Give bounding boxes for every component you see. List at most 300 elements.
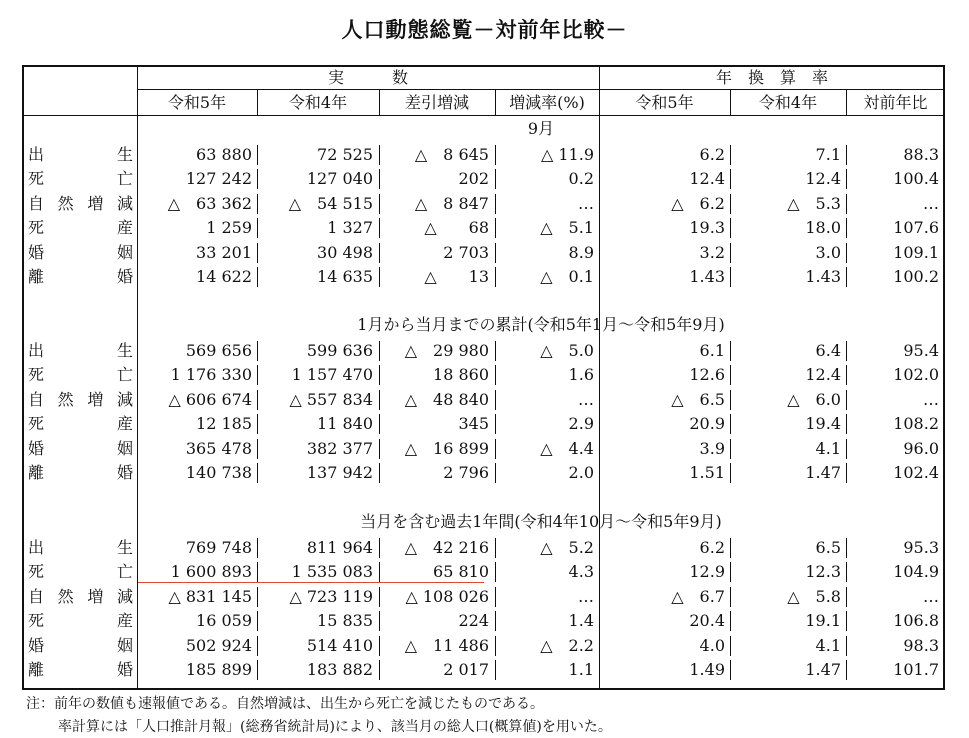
table-cell: 1.6	[568, 365, 594, 385]
cell-divider	[730, 341, 731, 361]
cell-divider	[257, 636, 258, 656]
table-cell: 14 635	[317, 267, 373, 286]
table-cell: △ 4.4	[540, 438, 594, 458]
table-row	[24, 437, 947, 461]
cell-divider	[495, 439, 496, 459]
header-group-actual: 実 数	[327, 68, 408, 87]
row-label	[24, 412, 137, 436]
cell-divider	[257, 341, 258, 361]
cell-divider	[379, 194, 380, 214]
row-label-char: 亡	[116, 365, 133, 385]
cell-divider	[379, 587, 380, 607]
cell-divider	[730, 636, 731, 656]
table-cell: 3.0	[815, 242, 841, 262]
cell-divider	[257, 538, 258, 558]
row-label-char: 離	[28, 463, 45, 482]
cell-divider	[257, 611, 258, 631]
row-label-char: 自	[28, 193, 45, 213]
table-cell: 1.1	[568, 660, 594, 679]
table-cell: 1.43	[689, 267, 725, 286]
table-cell: △ 48 840	[404, 389, 489, 409]
page-title: 人口動態総覧－対前年比較－	[341, 18, 628, 42]
cell-divider	[846, 365, 847, 385]
cell-divider	[846, 390, 847, 410]
cell-divider	[846, 587, 847, 607]
cell-divider	[730, 660, 731, 680]
cell-divider	[379, 611, 380, 631]
cell-divider	[495, 169, 496, 189]
table-cell: △ 557 834	[289, 389, 373, 409]
row-label	[24, 363, 137, 387]
table-cell: 15 835	[317, 611, 373, 631]
table-row	[24, 167, 947, 191]
table-cell: 1.51	[689, 463, 725, 482]
row-label-char: 死	[28, 414, 45, 434]
table-cell: 3.2	[699, 242, 725, 262]
table-cell: 33 201	[196, 242, 252, 262]
table-row	[24, 412, 947, 436]
cell-divider	[495, 365, 496, 385]
table-cell: 6.4	[815, 341, 841, 360]
cell-divider	[495, 390, 496, 410]
table-cell: 4.1	[815, 635, 841, 655]
table-cell: 224	[458, 611, 489, 631]
cell-divider	[730, 463, 731, 483]
row-label-char: 増	[87, 389, 104, 409]
row-label	[24, 143, 137, 167]
cell-divider	[846, 267, 847, 287]
table-cell: 1.47	[805, 463, 841, 482]
table-cell: 102.0	[893, 365, 939, 385]
cell-divider	[257, 587, 258, 607]
table-cell: 185 899	[185, 660, 252, 679]
row-label-char: 自	[28, 586, 45, 606]
footnote-2: 率計算には「人口推計月報」(総務省統計局)により、該当月の総人口(概算値)を用いた。	[58, 719, 612, 735]
row-label-char: 生	[116, 145, 133, 164]
table-cell: △ 5.0	[540, 341, 594, 360]
cell-divider	[379, 145, 380, 165]
row-label	[24, 265, 137, 289]
section-heading: 9月	[527, 119, 555, 138]
table-row	[24, 658, 947, 682]
table-cell: △ 2.2	[540, 635, 594, 655]
table-cell: △ 606 674	[168, 389, 252, 409]
table-row	[24, 560, 947, 584]
table-cell: △ 5.1	[540, 218, 594, 238]
table-cell: 1 157 470	[291, 365, 373, 385]
table-cell: 2.0	[568, 463, 594, 482]
table-cell: …	[923, 586, 939, 606]
cell-divider	[495, 414, 496, 434]
table-cell: 2 017	[443, 660, 489, 679]
table-cell: 14 622	[196, 267, 252, 286]
stats-table	[22, 65, 945, 690]
table-cell: 6.5	[815, 538, 841, 557]
cell-divider	[257, 562, 258, 582]
table-cell: 2.9	[568, 414, 594, 434]
table-cell: 101.7	[893, 660, 939, 679]
table-cell: 96.0	[903, 438, 939, 458]
table-cell: 12.6	[689, 365, 725, 385]
cell-divider	[379, 538, 380, 558]
column-header: 差引増減	[404, 93, 469, 112]
table-cell: 100.2	[893, 267, 939, 286]
cell-divider	[730, 587, 731, 607]
table-cell: 769 748	[185, 538, 252, 557]
cell-divider	[495, 218, 496, 238]
table-cell: △ 11 486	[404, 635, 489, 655]
table-cell: 127 242	[185, 169, 252, 189]
cell-divider	[730, 611, 731, 631]
cell-divider	[379, 218, 380, 238]
row-label	[24, 536, 137, 560]
row-label	[24, 461, 137, 485]
table-cell: 12 185	[196, 414, 252, 434]
cell-divider	[379, 463, 380, 483]
cell-divider	[846, 636, 847, 656]
row-label-char: 然	[57, 389, 74, 409]
row-label	[24, 609, 137, 633]
row-label-char: 婚	[116, 660, 133, 679]
table-cell: 16 059	[196, 611, 252, 631]
section-heading: 1月から当月までの累計(令和5年1月～令和5年9月)	[357, 315, 725, 334]
cell-divider	[495, 243, 496, 263]
table-cell: △ 6.0	[787, 389, 841, 409]
row-label-char: 婚	[28, 635, 45, 655]
cell-divider	[730, 562, 731, 582]
table-row	[24, 339, 947, 363]
table-cell: …	[578, 586, 594, 606]
cell-divider	[257, 439, 258, 459]
cell-divider	[495, 562, 496, 582]
column-header: 増減率(%)	[509, 93, 585, 112]
highlight-underline	[138, 582, 484, 583]
cell-divider	[257, 267, 258, 287]
table-cell: 1.4	[568, 611, 594, 631]
table-row	[24, 609, 947, 633]
table-cell: 102.4	[893, 463, 939, 482]
cell-divider	[379, 636, 380, 656]
cell-divider	[730, 538, 731, 558]
table-cell: 12.3	[805, 562, 841, 582]
table-cell: 811 964	[306, 538, 373, 557]
table-cell: △ 723 119	[289, 586, 373, 606]
row-label-char: 出	[28, 145, 45, 164]
cell-divider	[379, 365, 380, 385]
table-row	[24, 536, 947, 560]
table-cell: 1 176 330	[170, 365, 252, 385]
row-label-char: 死	[28, 611, 45, 631]
table-row	[24, 143, 947, 167]
table-cell: 0.2	[568, 169, 594, 189]
row-label-char: 死	[28, 218, 45, 238]
table-cell: 20.4	[689, 611, 725, 631]
row-label	[24, 216, 137, 240]
table-cell: 3.9	[699, 438, 725, 458]
table-cell: △ 29 980	[404, 341, 489, 360]
table-cell: △ 5.2	[540, 538, 594, 557]
cell-divider	[846, 218, 847, 238]
row-label-char: 産	[116, 414, 133, 434]
row-label-char: 減	[116, 389, 133, 409]
cell-divider	[495, 636, 496, 656]
table-cell: △ 0.1	[540, 267, 594, 286]
table-cell: 140 738	[185, 463, 252, 482]
table-cell: △ 16 899	[404, 438, 489, 458]
cell-divider	[730, 365, 731, 385]
table-cell: △ 8 847	[414, 193, 489, 213]
table-cell: 4.3	[568, 562, 594, 582]
table-cell: 95.3	[903, 538, 939, 557]
cell-divider	[379, 341, 380, 361]
table-cell: △ 13	[424, 267, 489, 286]
table-cell: 1.49	[689, 660, 725, 679]
row-label-char: 婚	[116, 267, 133, 286]
row-label-char: 減	[116, 193, 133, 213]
cell-divider	[257, 414, 258, 434]
cell-divider	[257, 169, 258, 189]
cell-divider	[257, 463, 258, 483]
table-cell: 365 478	[185, 438, 252, 458]
row-label	[24, 339, 137, 363]
table-cell: 4.1	[815, 438, 841, 458]
column-header: 令和4年	[758, 93, 818, 112]
cell-divider	[846, 414, 847, 434]
row-label-char: 然	[57, 586, 74, 606]
cell-divider	[495, 145, 496, 165]
table-cell: 1 535 083	[291, 562, 373, 582]
table-cell: 107.6	[893, 218, 939, 238]
table-cell: …	[923, 193, 939, 213]
table-cell: 30 498	[317, 242, 373, 262]
row-label-char: 自	[28, 389, 45, 409]
table-cell: △ 54 515	[288, 193, 373, 213]
table-cell: △ 42 216	[404, 538, 489, 557]
table-row	[24, 388, 947, 412]
table-cell: 1 600 893	[170, 562, 252, 582]
cell-divider	[846, 611, 847, 631]
cell-divider	[730, 414, 731, 434]
cell-divider	[846, 463, 847, 483]
section-heading: 当月を含む過去1年間(令和4年10月～令和5年9月)	[360, 512, 722, 531]
table-cell: 63 880	[196, 145, 252, 164]
row-label	[24, 658, 137, 682]
table-cell: 6.2	[699, 145, 725, 164]
row-label	[24, 585, 137, 609]
cell-divider	[846, 145, 847, 165]
table-cell: 18.0	[805, 218, 841, 238]
cell-divider	[495, 194, 496, 214]
table-cell: 1.43	[805, 267, 841, 286]
cell-divider	[846, 660, 847, 680]
row-label-char: 然	[57, 193, 74, 213]
table-cell: 95.4	[903, 341, 939, 360]
row-label-char: 婚	[116, 463, 133, 482]
table-cell: 1 327	[327, 218, 373, 238]
cell-divider	[730, 439, 731, 459]
table-cell: △ 5.3	[787, 193, 841, 213]
cell-divider	[846, 538, 847, 558]
cell-divider	[257, 660, 258, 680]
table-cell: 11 840	[317, 414, 373, 434]
row-label-char: 亡	[116, 169, 133, 189]
table-cell: 2 796	[443, 463, 489, 482]
table-cell: 65 810	[433, 562, 489, 582]
table-cell: 6.2	[699, 538, 725, 557]
cell-divider	[379, 414, 380, 434]
table-row	[24, 634, 947, 658]
row-label-char: 生	[116, 538, 133, 557]
table-cell: 183 882	[306, 660, 373, 679]
row-label-char: 姻	[116, 242, 133, 262]
table-row	[24, 265, 947, 289]
table-cell: 88.3	[903, 145, 939, 164]
cell-divider	[495, 267, 496, 287]
table-cell: △ 6.7	[671, 586, 725, 606]
cell-divider	[495, 611, 496, 631]
table-cell: …	[578, 193, 594, 213]
table-cell: △ 108 026	[405, 586, 489, 606]
table-cell: 345	[458, 414, 489, 434]
cell-divider	[730, 145, 731, 165]
table-cell: 502 924	[185, 635, 252, 655]
row-label	[24, 560, 137, 584]
table-cell: 6.1	[699, 341, 725, 360]
table-cell: 12.4	[805, 365, 841, 385]
cell-divider	[379, 169, 380, 189]
table-cell: 106.8	[893, 611, 939, 631]
cell-divider	[730, 267, 731, 287]
header-group-rate: 年 換 算 率	[715, 68, 828, 87]
row-label-char: 死	[28, 169, 45, 189]
table-cell: △ 6.5	[671, 389, 725, 409]
column-header: 令和5年	[635, 93, 694, 112]
row-label	[24, 437, 137, 461]
cell-divider	[495, 463, 496, 483]
row-label-char: 出	[28, 538, 45, 557]
table-cell: 2 703	[443, 242, 489, 262]
cell-divider	[257, 390, 258, 410]
table-cell: 12.4	[805, 169, 841, 189]
table-cell: 108.2	[893, 414, 939, 434]
cell-divider	[730, 194, 731, 214]
cell-divider	[495, 538, 496, 558]
row-label-char: 減	[116, 586, 133, 606]
column-header: 対前年比	[863, 93, 928, 112]
table-cell: 18 860	[433, 365, 489, 385]
cell-divider	[379, 390, 380, 410]
table-row	[24, 363, 947, 387]
table-cell: 72 525	[317, 145, 373, 164]
row-label	[24, 241, 137, 265]
cell-divider	[846, 439, 847, 459]
row-label-char: 増	[87, 586, 104, 606]
row-label-char: 産	[116, 611, 133, 631]
cell-divider	[495, 587, 496, 607]
table-cell: …	[923, 389, 939, 409]
table-cell: 19.3	[689, 218, 725, 238]
row-label-char: 婚	[28, 438, 45, 458]
table-cell: 599 636	[306, 341, 373, 360]
table-cell: 202	[458, 169, 489, 189]
table-cell: 104.9	[893, 562, 939, 582]
row-label-char: 産	[116, 218, 133, 238]
table-row	[24, 192, 947, 216]
cell-divider	[846, 562, 847, 582]
cell-divider	[730, 169, 731, 189]
row-label-char: 増	[87, 193, 104, 213]
cell-divider	[846, 194, 847, 214]
table-cell: 109.1	[893, 242, 939, 262]
table-cell: △ 5.8	[787, 586, 841, 606]
column-header: 令和4年	[288, 93, 348, 112]
table-cell: △ 6.2	[671, 193, 725, 213]
cell-divider	[846, 169, 847, 189]
table-cell: 569 656	[185, 341, 252, 360]
table-cell: 1.47	[805, 660, 841, 679]
table-row	[24, 216, 947, 240]
row-label-char: 離	[28, 660, 45, 679]
table-cell: 100.4	[893, 169, 939, 189]
cell-divider	[730, 390, 731, 410]
table-cell: 20.9	[689, 414, 725, 434]
cell-divider	[730, 243, 731, 263]
row-label-char: 婚	[28, 242, 45, 262]
table-cell: 1 259	[206, 218, 252, 238]
cell-divider	[257, 145, 258, 165]
table-cell: △ 11.9	[540, 145, 594, 164]
table-cell: 12.4	[689, 169, 725, 189]
cell-divider	[495, 660, 496, 680]
row-label-char: 姻	[116, 635, 133, 655]
table-cell: 19.1	[805, 611, 841, 631]
table-cell: △ 831 145	[168, 586, 252, 606]
column-header: 令和5年	[167, 93, 227, 112]
table-cell: 98.3	[903, 635, 939, 655]
row-label-char: 死	[28, 562, 45, 582]
cell-divider	[846, 243, 847, 263]
row-label	[24, 192, 137, 216]
table-cell: 4.0	[699, 635, 725, 655]
table-cell: 8.9	[568, 242, 594, 262]
table-cell: 382 377	[306, 438, 373, 458]
cell-divider	[379, 660, 380, 680]
cell-divider	[257, 365, 258, 385]
row-label-char: 生	[116, 341, 133, 360]
table-cell: 514 410	[306, 635, 373, 655]
table-row	[24, 241, 947, 265]
cell-divider	[730, 218, 731, 238]
cell-divider	[257, 243, 258, 263]
cell-divider	[379, 267, 380, 287]
cell-divider	[846, 341, 847, 361]
table-row	[24, 585, 947, 609]
row-label	[24, 167, 137, 191]
table-cell: 19.4	[805, 414, 841, 434]
table-cell: 7.1	[815, 145, 841, 164]
table-row	[24, 461, 947, 485]
table-cell: △ 63 362	[167, 193, 252, 213]
row-label	[24, 388, 137, 412]
table-cell: …	[578, 389, 594, 409]
cell-divider	[379, 439, 380, 459]
table-cell: 127 040	[306, 169, 373, 189]
row-label-char: 姻	[116, 438, 133, 458]
cell-divider	[495, 341, 496, 361]
cell-divider	[379, 243, 380, 263]
table-cell: 137 942	[306, 463, 373, 482]
table-cell: △ 68	[424, 218, 489, 238]
